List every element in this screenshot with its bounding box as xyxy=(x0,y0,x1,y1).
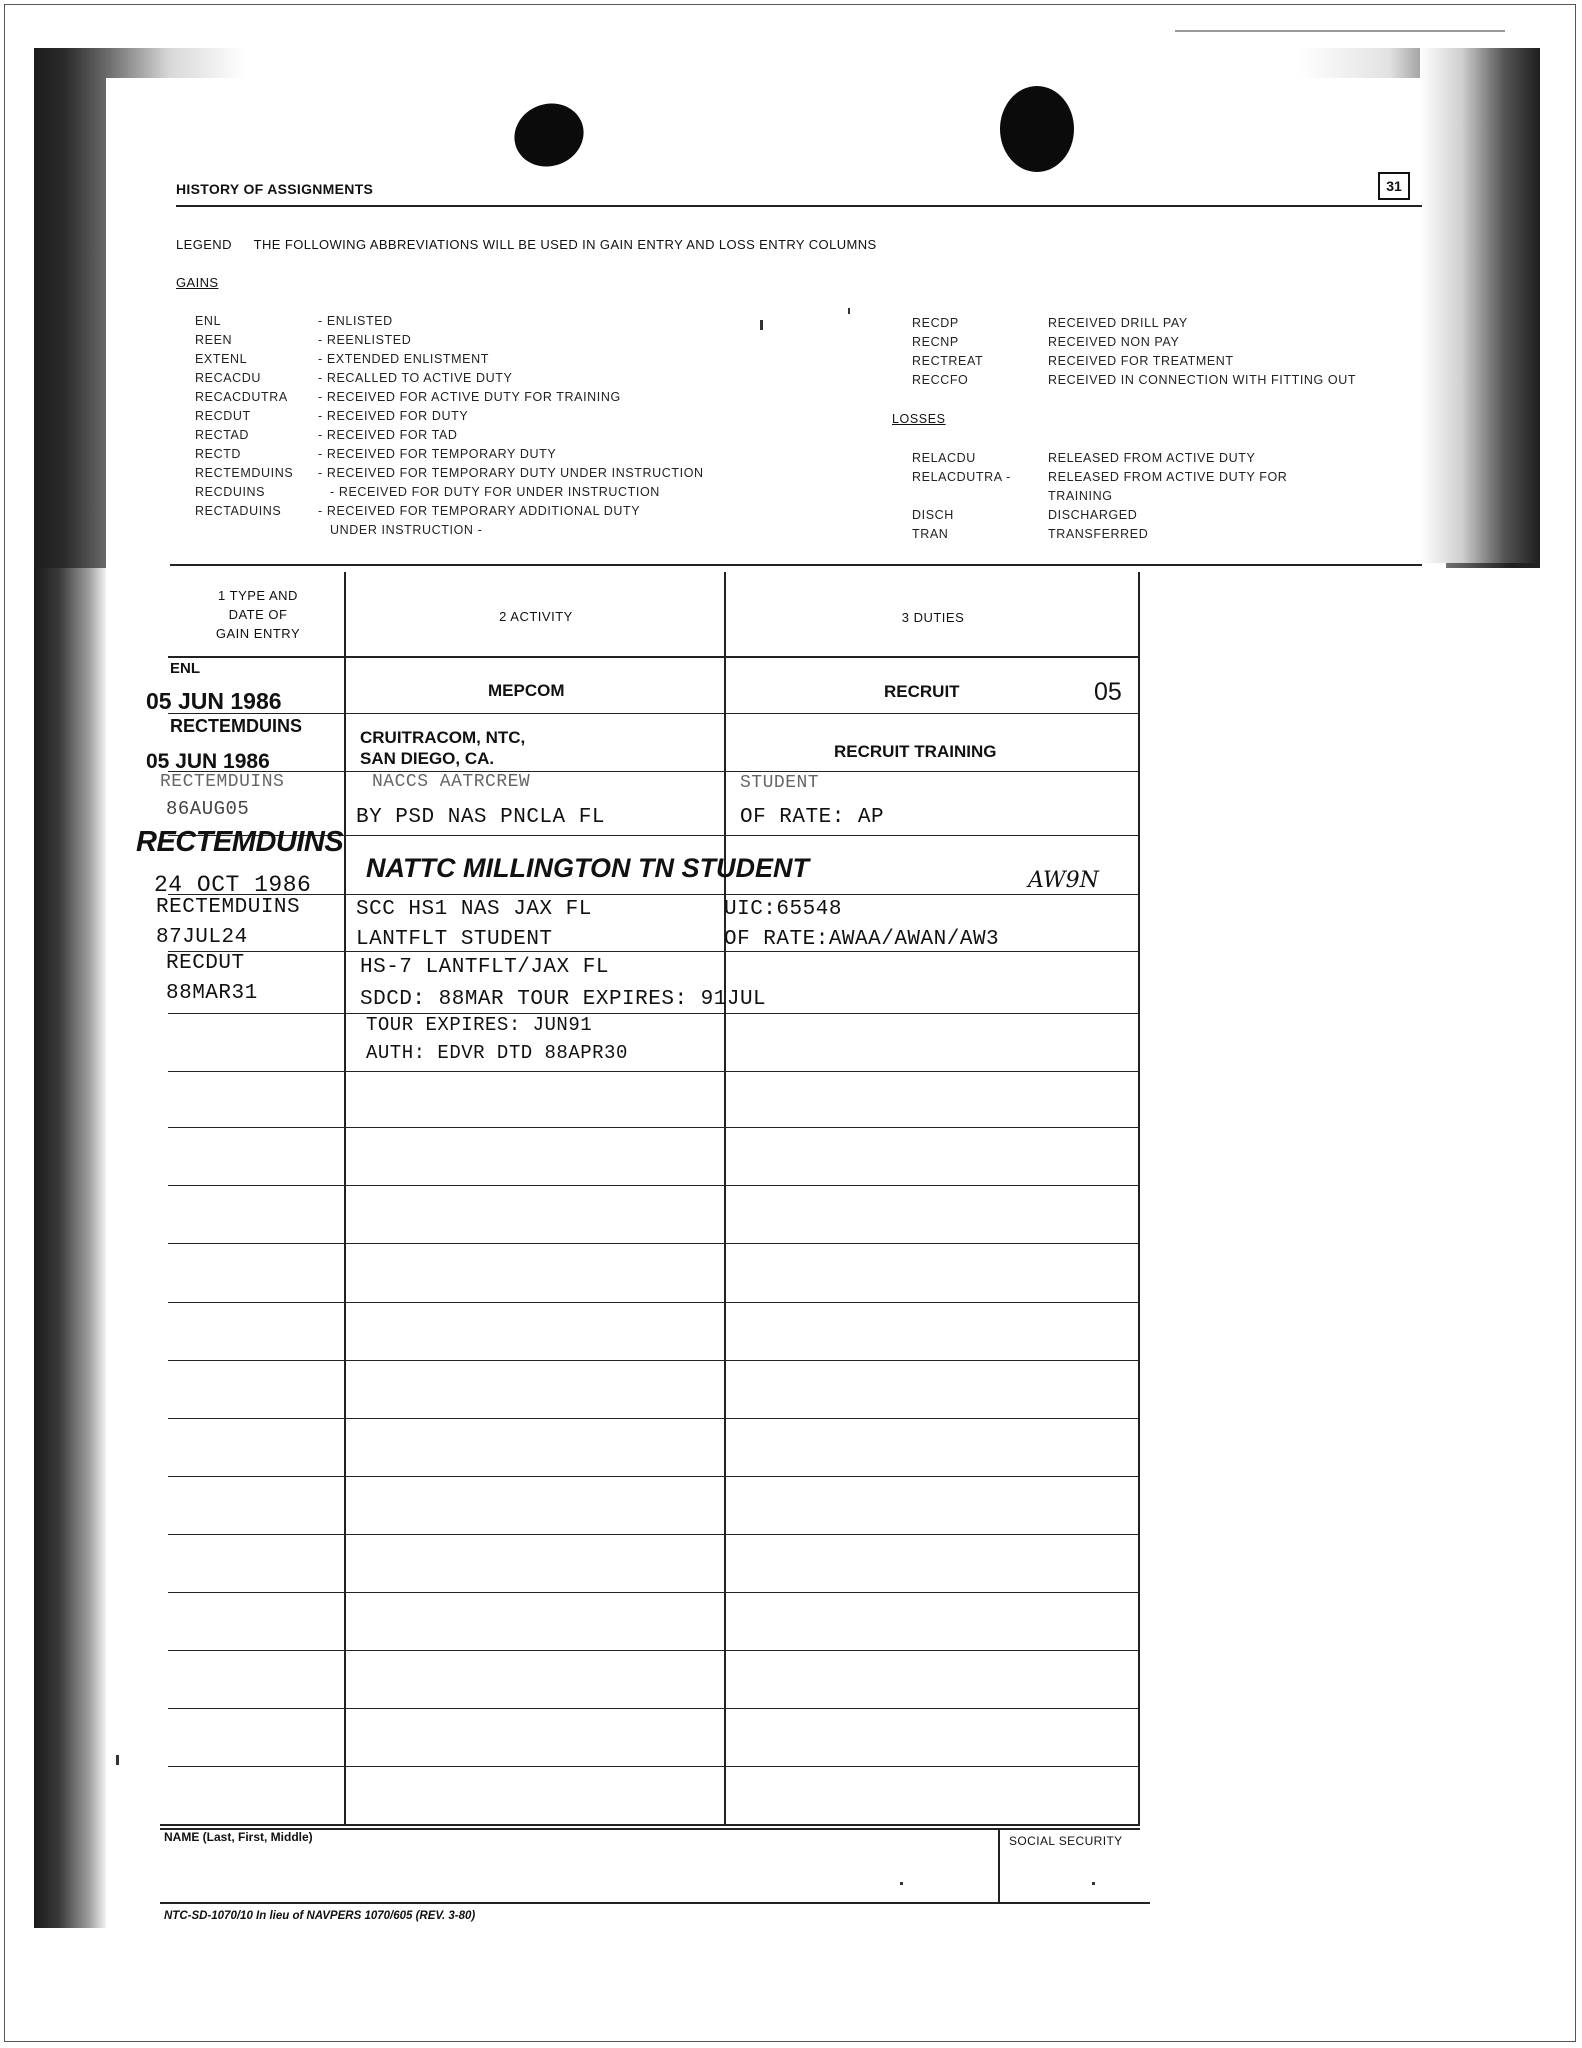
entry2-duty: RECRUIT TRAINING xyxy=(834,742,997,761)
gain-desc: - RECEIVED FOR DUTY FOR UNDER INSTRUCTION xyxy=(330,485,660,499)
table-row-rule xyxy=(168,1418,1140,1419)
entry3-duty-line1: STUDENT xyxy=(740,773,820,793)
loss-code: TRAN xyxy=(912,527,949,541)
scan-speck xyxy=(900,1882,903,1885)
col1-header-line: GAIN ENTRY xyxy=(215,626,301,641)
entry4-type: RECTEMDUINS xyxy=(136,826,344,858)
table-row-rule xyxy=(168,1013,1140,1014)
gain-code: RECDP xyxy=(912,316,959,330)
gain-desc: - RECEIVED FOR TEMPORARY ADDITIONAL DUTY xyxy=(318,504,641,518)
losses-label: LOSSES xyxy=(892,412,946,426)
entry6-activity-line2: SDCD: 88MAR TOUR EXPIRES: 91JUL xyxy=(360,988,767,1011)
entry2-date: 05 JUN 1986 xyxy=(146,750,270,773)
table-row-rule xyxy=(168,771,1140,772)
table-row-rule xyxy=(168,1592,1140,1593)
entry6-date: 88MAR31 xyxy=(166,982,258,1005)
gain-desc: RECEIVED DRILL PAY xyxy=(1048,316,1188,330)
table-bottom-rule xyxy=(160,1824,1140,1826)
entry5-duty-line1: UIC:65548 xyxy=(724,898,842,921)
legend-label: LEGEND xyxy=(176,237,232,252)
entry3-duty-line2: OF RATE: AP xyxy=(740,806,885,829)
gain-code: RECTD xyxy=(195,447,242,461)
punch-hole-right xyxy=(1000,86,1074,172)
scan-speck xyxy=(760,320,763,330)
entry4-date: 24 OCT 1986 xyxy=(154,872,312,898)
footer-bottom-rule xyxy=(160,1902,1150,1904)
gain-desc: RECEIVED NON PAY xyxy=(1048,335,1180,349)
entry5-type: RECTEMDUINS xyxy=(156,896,301,919)
loss-desc: TRAINING xyxy=(1048,489,1113,503)
table-row-rule xyxy=(168,951,1140,952)
entry1-side-mark: 05 xyxy=(1094,678,1122,706)
gain-desc: RECEIVED IN CONNECTION WITH FITTING OUT xyxy=(1048,373,1357,387)
gain-desc: - ENLISTED xyxy=(318,314,393,328)
gain-desc: - RECEIVED FOR TAD xyxy=(318,428,458,442)
gain-code: EXTENL xyxy=(195,352,248,366)
col1-header xyxy=(178,586,338,643)
loss-code: RELACDUTRA - xyxy=(912,470,1011,484)
ssn-label: SOCIAL SECURITY xyxy=(1009,1834,1123,1848)
entry2-type: RECTEMDUINS xyxy=(170,716,303,736)
gain-code: RECACDUTRA xyxy=(195,390,288,404)
gain-code: RECCFO xyxy=(912,373,969,387)
table-row-rule xyxy=(168,1534,1140,1535)
entry5-duty-line2: OF RATE:AWAA/AWAN/AW3 xyxy=(724,928,1000,951)
table-row-rule xyxy=(168,1302,1140,1303)
col1-header-line: 1 TYPE AND xyxy=(218,588,298,603)
entry1-date: 05 JUN 1986 xyxy=(146,688,282,714)
col1-header-line: DATE OF xyxy=(228,607,288,622)
loss-desc: RELEASED FROM ACTIVE DUTY xyxy=(1048,451,1256,465)
entry6-activity-line3: TOUR EXPIRES: JUN91 xyxy=(366,1014,593,1036)
gains-label: GAINS xyxy=(176,275,219,290)
gain-code: RECNP xyxy=(912,335,959,349)
table-col-line xyxy=(1138,572,1140,1824)
col3-header: 3 DUTIES xyxy=(901,610,965,625)
form-title: HISTORY OF ASSIGNMENTS xyxy=(176,181,374,197)
table-row-rule xyxy=(168,1127,1140,1128)
gain-code: RECTADUINS xyxy=(195,504,282,518)
loss-desc: RELEASED FROM ACTIVE DUTY FOR xyxy=(1048,470,1288,484)
page-number: 31 xyxy=(1378,172,1410,200)
entry4-handwritten-note: AW9N xyxy=(1028,868,1099,893)
table-row-rule xyxy=(168,1650,1140,1651)
entry3-type: RECTEMDUINS xyxy=(160,772,285,792)
table-row-rule xyxy=(168,1071,1140,1072)
gain-desc: - RECEIVED FOR ACTIVE DUTY FOR TRAINING xyxy=(318,390,621,404)
gain-desc: UNDER INSTRUCTION - xyxy=(330,523,483,537)
scan-shadow-right xyxy=(1420,48,1540,563)
loss-desc: TRANSFERRED xyxy=(1048,527,1149,541)
entry6-activity-line1: HS-7 LANTFLT/JAX FL xyxy=(360,956,609,979)
footer-divider xyxy=(998,1828,1000,1902)
entry1-duty: RECRUIT xyxy=(884,682,960,701)
entry6-activity-line4: AUTH: EDVR DTD 88APR30 xyxy=(366,1042,628,1064)
legend-text: THE FOLLOWING ABBREVIATIONS WILL BE USED IN GAIN ENTRY AND LOSS ENTRY COLUMNS xyxy=(253,237,877,252)
table-row-rule xyxy=(168,894,1140,895)
table-col-line xyxy=(724,572,726,1824)
gain-desc: - RECALLED TO ACTIVE DUTY xyxy=(318,371,513,385)
table-row-rule xyxy=(168,1360,1140,1361)
gain-code: RECDUT xyxy=(195,409,251,423)
entry1-activity: MEPCOM xyxy=(488,681,565,700)
table-row-rule xyxy=(168,1476,1140,1477)
entry5-activity-line1: SCC HS1 NAS JAX FL xyxy=(356,898,592,921)
table-row-rule xyxy=(168,713,1140,714)
scan-speck xyxy=(116,1755,119,1765)
gain-code: RECTAD xyxy=(195,428,250,442)
table-row-rule xyxy=(168,1766,1140,1767)
gain-desc: - RECEIVED FOR TEMPORARY DUTY UNDER INSTRUCTION xyxy=(318,466,704,480)
gain-code: RECTEMDUINS xyxy=(195,466,294,480)
scan-speck xyxy=(1092,1882,1095,1885)
table-row-rule xyxy=(168,1243,1140,1244)
entry3-activity-line2: BY PSD NAS PNCLA FL xyxy=(356,806,605,829)
loss-code: DISCH xyxy=(912,508,954,522)
entry5-date: 87JUL24 xyxy=(156,926,248,949)
entry4-activity: NATTC MILLINGTON TN STUDENT xyxy=(366,853,809,883)
entry5-activity-line2: LANTFLT STUDENT xyxy=(356,928,553,951)
legend-divider xyxy=(170,564,1422,566)
gain-code: RECDUINS xyxy=(195,485,266,499)
title-rule xyxy=(176,205,1422,207)
gain-code: ENL xyxy=(195,314,222,328)
entry2-activity-line2: SAN DIEGO, CA. xyxy=(360,749,495,768)
table-col-line xyxy=(344,572,346,1824)
col2-header: 2 ACTIVITY xyxy=(499,609,573,624)
name-label: NAME (Last, First, Middle) xyxy=(164,1830,313,1844)
gain-desc: RECEIVED FOR TREATMENT xyxy=(1048,354,1234,368)
entry2-activity-line1: CRUITRACOM, NTC, xyxy=(360,728,526,747)
table-row-rule xyxy=(168,1185,1140,1186)
entry1-type: ENL xyxy=(170,660,200,677)
loss-desc: DISCHARGED xyxy=(1048,508,1138,522)
form-page xyxy=(106,78,1446,1918)
gain-code: REEN xyxy=(195,333,233,347)
scan-edge-line xyxy=(1175,30,1505,32)
table-row-rule xyxy=(168,1708,1140,1709)
gain-desc: - EXTENDED ENLISTMENT xyxy=(318,352,489,366)
table-header-rule xyxy=(168,656,1140,658)
gain-desc: - RECEIVED FOR DUTY xyxy=(318,409,469,423)
entry3-date: 86AUG05 xyxy=(166,798,250,820)
loss-code: RELACDU xyxy=(912,451,976,465)
form-id: NTC-SD-1070/10 In lieu of NAVPERS 1070/605 (REV. 3-80) xyxy=(164,1910,476,1922)
gain-desc: - RECEIVED FOR TEMPORARY DUTY xyxy=(318,447,557,461)
scan-speck xyxy=(848,308,850,314)
gain-code: RECTREAT xyxy=(912,354,984,368)
entry6-type: RECDUT xyxy=(166,952,245,975)
legend-line xyxy=(176,237,895,252)
gain-code: RECACDU xyxy=(195,371,262,385)
gain-desc: - REENLISTED xyxy=(318,333,412,347)
entry3-activity-line1: NACCS AATRCREW xyxy=(372,772,531,792)
